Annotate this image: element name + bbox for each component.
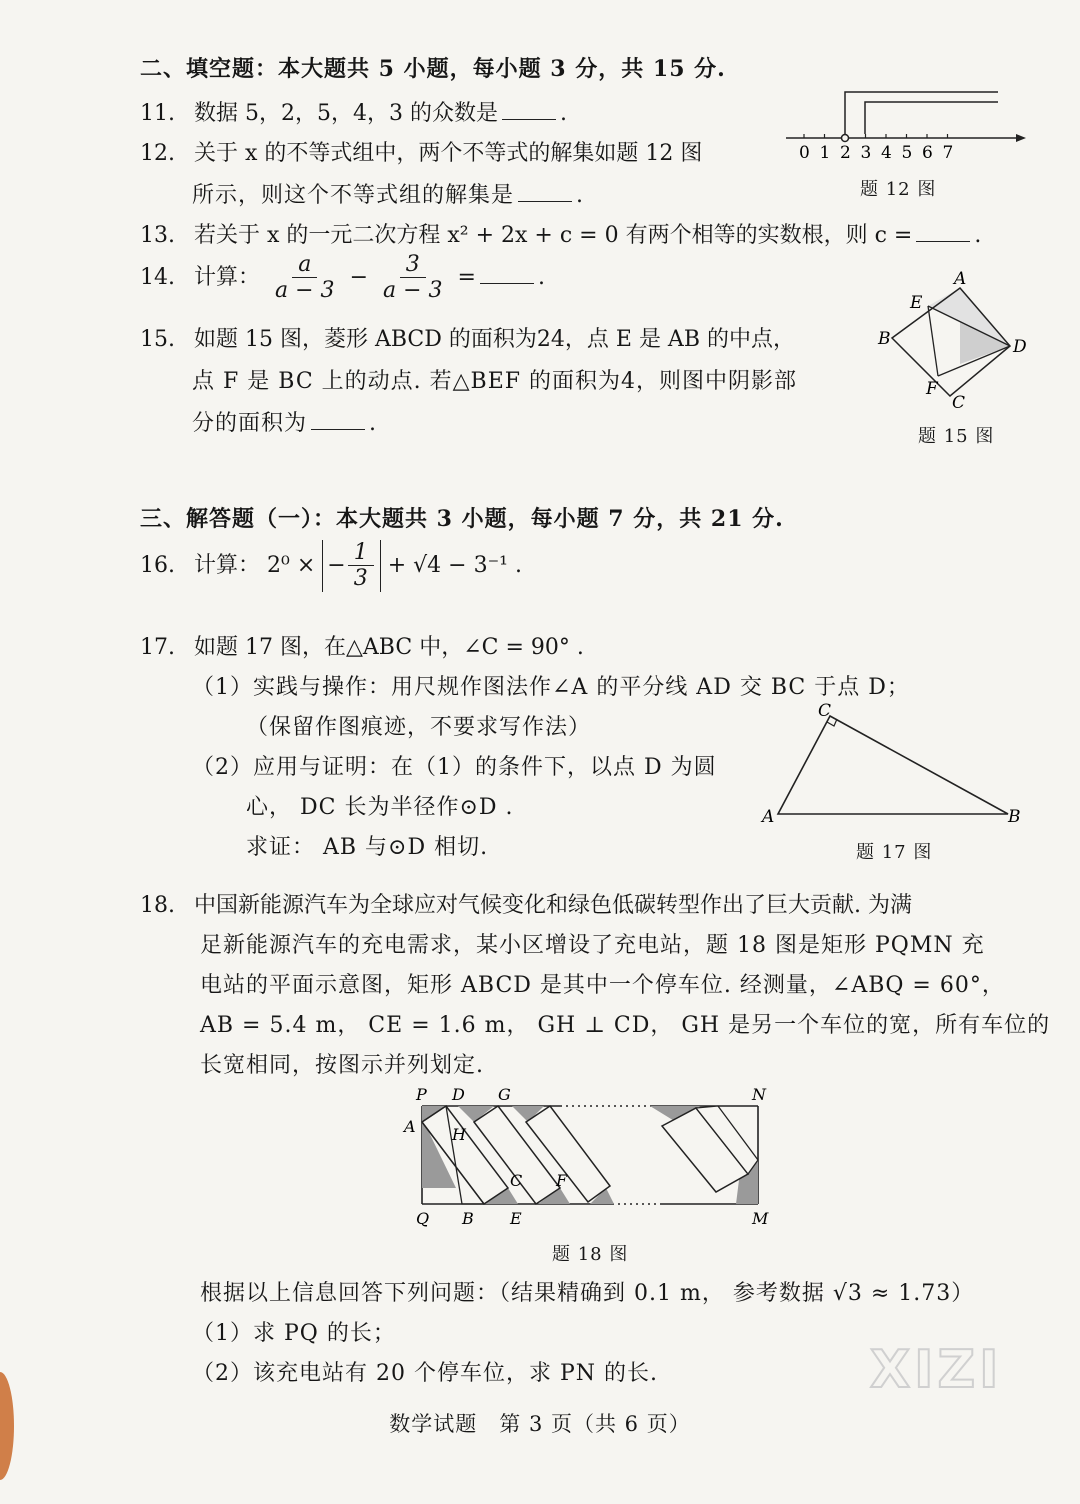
fraction-1 [269, 252, 341, 304]
period: . [537, 264, 545, 290]
label-a: A [404, 1117, 416, 1136]
figure-12-number-line [780, 80, 1030, 170]
label-f: F [926, 379, 938, 399]
question-text: 所示，则这个不等式组的解集是 [192, 183, 515, 208]
question-18-line2: 足新能源汽车的充电需求，某小区增设了充电站，题 18 图是矩形 PQMN 充 [200, 933, 985, 958]
question-number: 12. [140, 141, 175, 166]
question-17-part2-line3: 求证： AB 与⊙D 相切. [246, 835, 489, 860]
question-17-part1: （1）实践与操作：用尺规作图法作∠A 的平分线 AD 交 BC 于点 D； [192, 675, 910, 700]
question-text: 中国新能源汽车为全球应对气候变化和绿色低碳转型作出了巨大贡献. 为满 [194, 893, 912, 918]
calc-label: 计算： [194, 552, 261, 578]
question-number: 15. [140, 327, 175, 352]
label-g: G [498, 1085, 511, 1104]
period: . [369, 411, 378, 436]
label-b: B [1008, 807, 1021, 827]
question-12-line2 [192, 178, 584, 209]
tick-label: 4 [881, 143, 892, 163]
question-18-line3: 电站的平面示意图，矩形 ABCD 是其中一个停车位. 经测量，∠ABQ = 60°， [200, 973, 1005, 998]
denominator: 3 [353, 566, 368, 592]
label-n: N [752, 1085, 766, 1104]
solution-ray-1 [845, 92, 998, 134]
label-b: B [462, 1209, 474, 1228]
question-number: 16. [140, 552, 175, 578]
question-text: 分的面积为 [192, 411, 308, 436]
question-15 [140, 322, 795, 353]
question-18-line5: 长宽相同，按图示并列划定. [200, 1053, 484, 1078]
numerator: a [292, 252, 317, 278]
answer-blank [311, 411, 365, 430]
question-number: 18. [140, 893, 175, 918]
page-footer: 数学试题 第 3 页（共 6 页） [389, 1412, 691, 1436]
expression: 2⁰ × [267, 552, 316, 578]
question-number: 14. [140, 264, 175, 290]
label-m: M [752, 1209, 769, 1228]
question-17-part2-line2: 心， DC 长为半径作⊙D . [246, 795, 514, 820]
label-p: P [416, 1085, 427, 1104]
denominator: a − 3 [275, 278, 335, 304]
question-number: 11. [140, 101, 175, 126]
question-text: 数据 5，2，5，4，3 的众数是 [194, 101, 498, 126]
tick-label: 2 [840, 143, 851, 163]
figure-15-rhombus [870, 268, 1030, 418]
label-h: H [452, 1125, 466, 1144]
period: . [559, 101, 567, 126]
label-f: F [556, 1171, 568, 1190]
question-text: 若关于 x 的一元二次方程 x² + 2x + c = 0 有两个相等的实数根，则 c = [194, 223, 913, 248]
page-edge-stain [0, 1372, 14, 1480]
label-d: D [1013, 337, 1027, 357]
numerator: 3 [400, 252, 426, 278]
question-18-part2: （2）该充电站有 20 个停车位，求 PN 的长. [192, 1361, 659, 1386]
question-17-part2: （2）应用与证明：在（1）的条件下，以点 D 为圆 [192, 755, 717, 780]
section-fill-heading: 二、填空题：本大题共 5 小题，每小题 3 分，共 15 分. [140, 56, 726, 82]
expression: + √4 − 3⁻¹ . [387, 552, 522, 578]
minus-sign: − [349, 264, 368, 290]
label-c: C [952, 393, 966, 413]
question-17 [140, 630, 584, 661]
numerator: 1 [348, 540, 374, 566]
segment-ef [928, 306, 938, 376]
answer-blank [518, 183, 572, 202]
question-14 [140, 252, 545, 304]
answer-blank [916, 223, 970, 242]
question-15-line2: 点 F 是 BC 上的动点. 若△BEF 的面积为4，则图中阴影部 [192, 369, 798, 394]
question-18-part1: （1）求 PQ 的长； [192, 1321, 396, 1346]
question-11 [140, 96, 567, 127]
tick-label: 7 [942, 143, 954, 163]
figure-18-charging-station [400, 1082, 780, 1232]
calc-label: 计算： [194, 264, 261, 290]
absolute-value [322, 540, 380, 592]
figure-17-caption: 题 17 图 [856, 842, 933, 863]
label-e: E [910, 293, 923, 313]
question-number: 13. [140, 223, 175, 248]
open-point [842, 135, 849, 142]
solution-ray-2 [865, 102, 998, 134]
question-12 [140, 136, 702, 167]
label-d: D [452, 1085, 465, 1104]
question-15-line3 [192, 406, 377, 437]
denominator: a − 3 [383, 278, 443, 304]
period: . [576, 183, 585, 208]
answer-blank [480, 265, 534, 284]
answer-blank [502, 101, 556, 120]
tick-label: 0 [799, 143, 810, 163]
tick-labels [799, 143, 953, 163]
question-16 [140, 540, 522, 592]
label-e: E [510, 1209, 522, 1228]
label-q: Q [416, 1209, 430, 1228]
label-c: C [510, 1171, 523, 1190]
question-17-part1-note: （保留作图痕迹，不要求写作法） [246, 715, 592, 740]
figure-15-caption: 题 15 图 [918, 426, 995, 447]
tick-label: 6 [922, 143, 933, 163]
question-13 [140, 218, 981, 249]
figure-12-caption: 题 12 图 [860, 179, 937, 200]
tick-label: 1 [819, 143, 831, 163]
label-c: C [818, 701, 832, 721]
question-18-line4: AB = 5.4 m， CE = 1.6 m， GH ⊥ CD， GH 是另一个车位的宽，所有车位的 [200, 1013, 1051, 1038]
label-b: B [878, 329, 891, 349]
question-number: 17. [140, 635, 175, 660]
tick-label: 5 [901, 143, 913, 163]
arrow-icon [1016, 134, 1026, 142]
fraction [348, 540, 374, 592]
minus-sign: − [327, 552, 346, 578]
question-text: 如题 17 图，在△ABC 中，∠C = 90° . [194, 635, 584, 660]
question-18-instructions: 根据以上信息回答下列问题：（结果精确到 0.1 m， 参考数据 √3 ≈ 1.73） [200, 1281, 975, 1306]
equals-sign: = [457, 264, 476, 290]
watermark-logo: XIZI [870, 1340, 1003, 1400]
question-18 [140, 888, 912, 919]
label-a: A [762, 807, 775, 827]
figure-18-caption: 题 18 图 [552, 1244, 629, 1265]
question-text: 如题 15 图，菱形 ABCD 的面积为24，点 E 是 AB 的中点， [194, 327, 795, 352]
label-a: A [954, 269, 967, 289]
fraction-2 [377, 252, 449, 304]
period: . [974, 223, 982, 248]
tick-label: 3 [860, 143, 872, 163]
figure-17-triangle [760, 700, 1030, 830]
question-text: 关于 x 的不等式组中，两个不等式的解集如题 12 图 [194, 141, 703, 166]
triangle-abc [778, 716, 1008, 814]
section-answer-heading: 三、解答题（一）：本大题共 3 小题，每小题 7 分，共 21 分. [140, 506, 784, 532]
